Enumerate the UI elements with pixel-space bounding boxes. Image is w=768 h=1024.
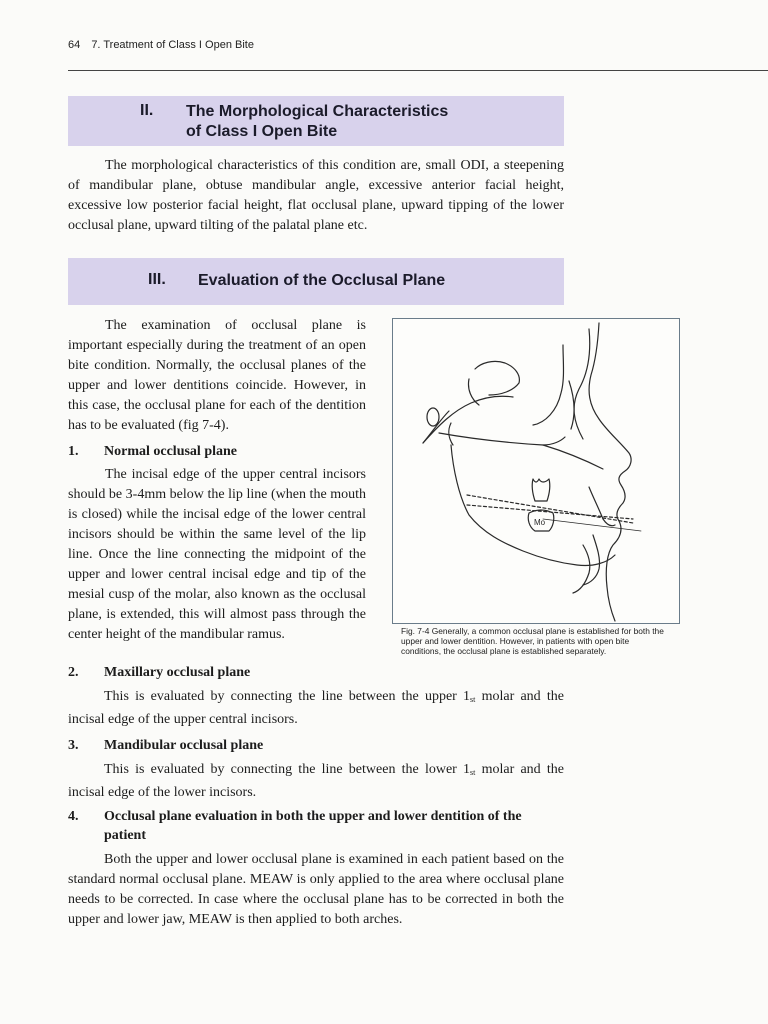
- item-number: 2.: [68, 665, 79, 680]
- section-title: [186, 102, 448, 142]
- cephalometric-figure: [392, 318, 680, 624]
- text-part: molar and the incisal edge of the lower incisors.: [68, 762, 564, 800]
- chapter-title: 7. Treatment of Class I Open Bite: [91, 39, 254, 51]
- item-title: Maxillary occlusal plane: [104, 665, 251, 680]
- section-title: Evaluation of the Occlusal Plane: [198, 272, 446, 289]
- page-number: 64: [68, 39, 81, 51]
- ordinal-suffix: st: [470, 768, 476, 777]
- section-heading-occlusal-plane: [68, 258, 564, 305]
- figure-caption: Fig. 7-4 Generally, a common occlusal plane is established for both the upper and lower dentition. However, in patients with open bite conditions, the occlusal plane is established separately.: [401, 626, 664, 656]
- examination-paragraph: The examination of occlusal plane is important especially during the treatment of an open bite condition. Normally, the occlusal planes of the upper and lower dentitions coincide. However, in this case, the occlusal plane for each of the dentition has to be evaluated (fig 7-4).: [68, 318, 366, 433]
- header-rule: [68, 70, 768, 71]
- text-part: This is evaluated by connecting the line between the lower 1: [104, 762, 471, 777]
- section-title-line2: of Class I Open Bite: [186, 123, 338, 140]
- face-profile-tracing: [393, 319, 679, 623]
- item-title: Occlusal plane evaluation in both the upper and lower dentition of the patient: [104, 809, 522, 843]
- section-title-line1: The Morphological Characteristics: [186, 103, 449, 120]
- section-heading-morphological: [68, 96, 564, 146]
- item-title: Normal occlusal plane: [104, 444, 237, 459]
- item-number: 1.: [68, 444, 79, 459]
- text-part: This is evaluated by connecting the line between the upper 1: [104, 689, 471, 704]
- item-number: 4.: [68, 809, 79, 824]
- text-part: molar and the incisal edge of the upper central incisors.: [68, 689, 564, 727]
- both-dentitions-text: Both the upper and lower occlusal plane is examined in each patient based on the standard normal occlusal plane. MEAW is only applied to the area where occlusal plane needs to be corrected. In case where the occlusal plane has to be corrected in both the upper and lower jaw, MEAW is then applied to both arches.: [68, 852, 564, 927]
- item-number: 3.: [68, 738, 79, 753]
- section-number: II.: [140, 102, 154, 119]
- running-header: [68, 39, 254, 51]
- molar-label: Mo: [534, 518, 546, 527]
- ordinal-suffix: st: [470, 695, 476, 704]
- morphology-paragraph: The morphological characteristics of this condition are, small ODI, a steepening of mandibular plane, obtuse mandibular angle, excessive anterior facial height, excessive low posterior facial height, flat occlusal plane, upward tipping of the lower occlusal plane, upward tilting of the palatal plane etc.: [68, 158, 564, 233]
- maxillary-occlusal-plane-text: [68, 687, 564, 730]
- normal-occlusal-plane-text: The incisal edge of the upper central incisors should be 3-4mm below the lip line (when the mouth is closed) while the incisal edge of the lower central incisors should be within the same level of the lip line. Once the line connecting the midpoint of the upper and lower central incisal edge and tip of the mesial cusp of the molar, also known as the occlusal plane, is extended, this will almost pass through the center height of the mandibular ramus.: [68, 467, 366, 642]
- section-number: III.: [148, 271, 166, 288]
- item-title: Mandibular occlusal plane: [104, 738, 264, 753]
- mandibular-occlusal-plane-text: [68, 760, 564, 803]
